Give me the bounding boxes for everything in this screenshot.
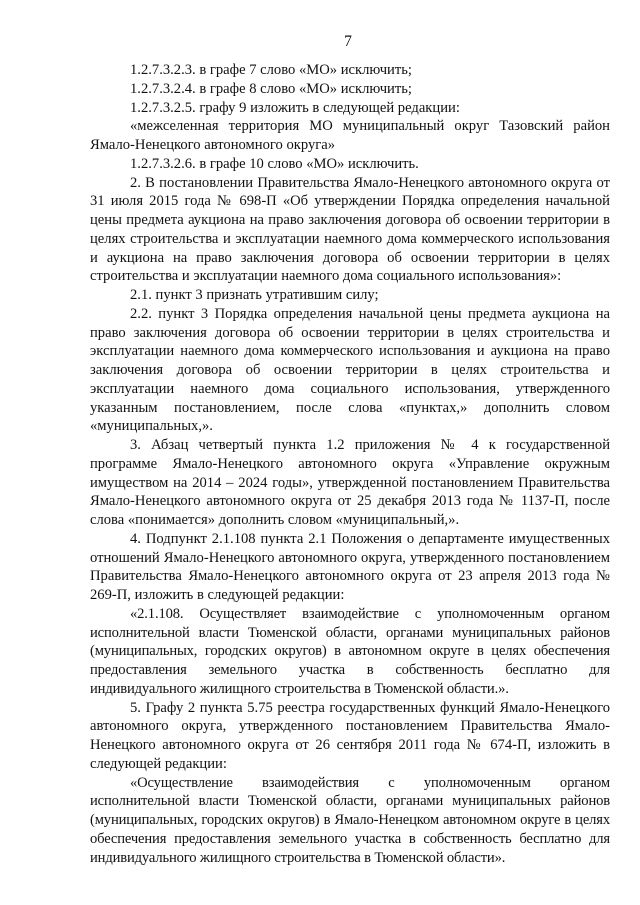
paragraph-1-2-7-3-2-4: 1.2.7.3.2.4. в графе 8 слово «МО» исключить; (130, 80, 412, 97)
paragraph-quote-function: «Осуществление взаимодействия с уполномоченным органом исполнительной власти Тюменской области, органами муниципальных районов (муниципальных, городских округов) в Ямало-Ненецком автономном округе в целях обеспечения предоставления земельного участка в собственность бесплатно для индивидуального жилищного строительства в Тюменской области». (90, 774, 610, 866)
paragraph-2: 2. В постановлении Правительства Ямало-Ненецкого автономного округа от 31 июля 2015 года № 698-П «Об утверждении Порядка определения начальной цены предмета аукциона на право заключения договора об освоении территории в целях строительства и эксплуатации наемного дома коммерческого использования и аукциона на право заключения договора об освоении территории в целях строительства и эксплуатации наемного дома социального использования»: (90, 174, 610, 285)
paragraph-1-2-7-3-2-6: 1.2.7.3.2.6. в графе 10 слово «МО» исключить. (130, 155, 419, 172)
document-body (90, 61, 610, 867)
paragraph-5: 5. Графу 2 пункта 5.75 реестра государственных функций Ямало-Ненецкого автономного округа, утвержденного постановлением Правительства Ямало-Ненецкого автономного округа от 26 сентября 2011 года № 674-П, изложить в следующей редакции: (90, 699, 610, 772)
paragraph-4: 4. Подпункт 2.1.108 пункта 2.1 Положения о департаменте имущественных отношений Ямало-Ненецкого автономного округа, утвержденного постановлением Правительства Ямало-Ненецкого автономного округа от 23 апреля 2013 года № 269-П, изложить в следующей редакции: (90, 530, 610, 603)
paragraph-2-1: 2.1. пункт 3 признать утратившим силу; (130, 287, 379, 303)
paragraph-1-2-7-3-2-5: 1.2.7.3.2.5. графу 9 изложить в следующей редакции: (130, 99, 460, 116)
paragraph-2-2: 2.2. пункт 3 Порядка определения начальной цены предмета аукциона на право заключения договора об освоении территории в целях строительства и эксплуатации наемного дома коммерческого использования и аукциона на право заключения договора об освоении территории в целях строительства и эксплуатации наемного дома социального использования, утвержденного указанным постановлением, после слова «пунктах,» дополнить словом «муниципальных,». (90, 305, 610, 435)
paragraph-quote-territory: «межселенная территория МО муниципальный округ Тазовский район Ямало-Ненецкого автономного округа» (90, 118, 610, 153)
paragraph-3: 3. Абзац четвертый пункта 1.2 приложения № 4 к государственной программе Ямало-Ненецкого автономного округа «Управление окружным имуществом на 2014 – 2024 годы», утвержденной постановлением Правительства Ямало-Ненецкого автономного округа от 25 декабря 2013 года № 1137-П, после слова «понимается» дополнить словом «муниципальный,». (90, 437, 610, 528)
paragraph-1-2-7-3-2-3: 1.2.7.3.2.3. в графе 7 слово «МО» исключить; (130, 62, 412, 78)
paragraph-quote-2-1-108: «2.1.108. Осуществляет взаимодействие с уполномоченным органом исполнительной власти Тюменской области, органами муниципальных районов (муниципальных, городских округов) в автономном округе в целях обеспечения предоставления земельного участка в собственность бесплатно для индивидуального жилищного строительства в Тюменской области.». (90, 605, 610, 697)
page-number: 7 (344, 33, 352, 50)
